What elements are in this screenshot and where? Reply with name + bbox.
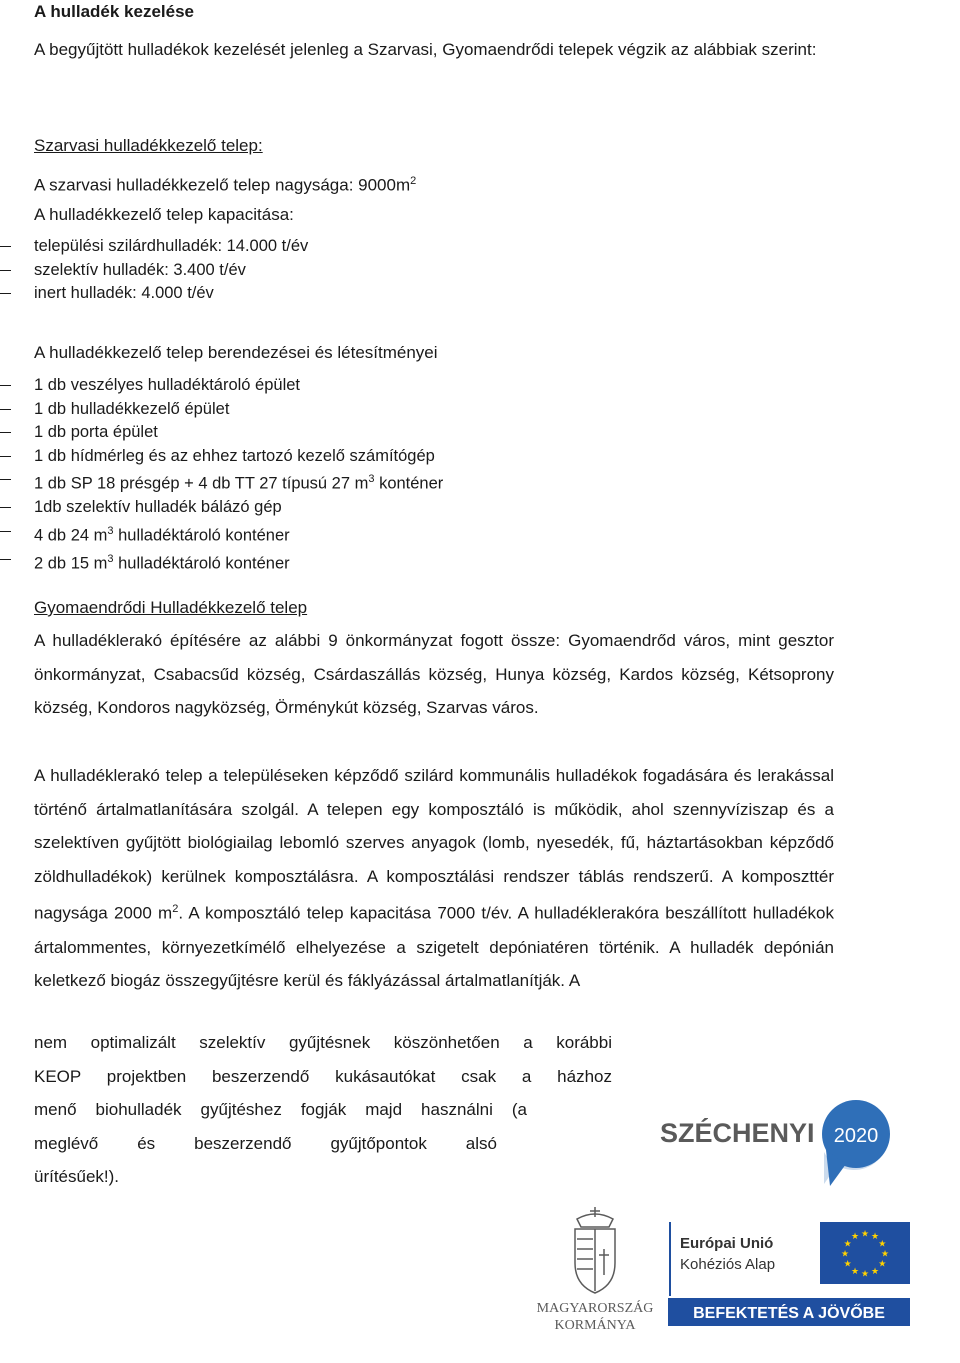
- szarvas-size: [34, 169, 416, 198]
- dash-bullet: [0, 531, 11, 532]
- eu-star-icon: ★: [870, 1266, 880, 1277]
- szarvas-size-sup: 2: [410, 175, 417, 187]
- capacity-title: A hulladékkezelő telep kapacitása:: [34, 205, 294, 224]
- list-item-after: hulladéktároló konténer: [113, 554, 290, 573]
- gyoma-paragraph-2-sup: 2: [172, 903, 179, 916]
- narrow-line: ürítésűek!).: [34, 1167, 120, 1186]
- dash-bullet: [0, 456, 11, 457]
- szechenyi-2020-logo: [660, 1098, 900, 1188]
- eu-star-icon: ★: [878, 1259, 887, 1270]
- eu-star-icon: ★: [843, 1259, 852, 1270]
- list-item: [0, 496, 443, 520]
- list-item-text: 1 db porta épület: [34, 423, 158, 442]
- page-title: A hulladék kezelése: [34, 2, 195, 21]
- gyoma-paragraph-2: [34, 759, 834, 998]
- eu-line-1: Európai Unió: [680, 1235, 774, 1252]
- dash-bullet: [0, 385, 11, 386]
- coat-of-arms-icon: [575, 1207, 615, 1293]
- equipment-list: [0, 374, 443, 576]
- eu-star-icon: ★: [840, 1249, 850, 1260]
- hungary-government-logo: [530, 1205, 660, 1335]
- eu-star-icon: ★: [850, 1266, 860, 1277]
- eu-star-icon: ★: [850, 1232, 860, 1243]
- capacity-list: [0, 235, 308, 306]
- gyoma-title: Gyomaendrődi Hulladékkezelő telep: [34, 598, 308, 617]
- dash-bullet: [0, 479, 11, 480]
- list-item-text: 1db szelektív hulladék bálázó gép: [34, 498, 282, 517]
- eu-cohesion-fund-logo: [668, 1220, 912, 1330]
- hu-line-1: MAGYARORSZÁG: [536, 1301, 654, 1316]
- equipment-title: A hulladékkezelő telep berendezései és létesítményei: [34, 343, 438, 362]
- list-item-after: hulladéktároló konténer: [113, 526, 290, 545]
- eu-star-icon: ★: [860, 1269, 870, 1280]
- eu-line-2: Kohéziós Alap: [680, 1256, 776, 1273]
- eu-star-icon: ★: [880, 1249, 890, 1260]
- eu-star-icon: ★: [870, 1232, 880, 1243]
- szechenyi-year: 2020: [833, 1125, 879, 1147]
- list-item-sup: 3: [368, 473, 375, 486]
- narrow-line: meglévő és beszerzendő gyűjtőpontok alsó: [34, 1134, 497, 1153]
- intro-paragraph: A begyűjtött hulladékok kezelését jelenleg a Szarvasi, Gyomaendrődi telepek végzik az alábbiak szerint:: [34, 40, 817, 59]
- dash-bullet: [0, 507, 11, 508]
- list-item-text: 1 db hídmérleg és az ehhez tartozó kezelő számítógép: [34, 446, 435, 465]
- dash-bullet: [0, 559, 11, 560]
- list-item-text: szelektív hulladék: 3.400 t/év: [34, 260, 246, 279]
- list-item-text: települési szilárdhulladék: 14.000 t/év: [34, 237, 309, 255]
- eu-banner-text: BEFEKTETÉS A JÖVŐBE: [693, 1305, 885, 1322]
- list-item-text: 2 db 15 m: [34, 554, 108, 573]
- list-item: [0, 520, 443, 548]
- dash-bullet: [0, 409, 11, 410]
- list-item-text: inert hulladék: 4.000 t/év: [34, 284, 214, 303]
- narrow-line: KEOP projektben beszerzendő kukásautókat csak a házhoz: [34, 1067, 612, 1086]
- list-item: [0, 468, 443, 496]
- list-item: [0, 374, 443, 398]
- eu-star-icon: ★: [860, 1229, 870, 1240]
- dash-bullet: [0, 246, 11, 247]
- list-item-text: 1 db veszélyes hulladéktároló épület: [34, 376, 301, 394]
- narrow-line: nem optimalizált szelektív gyűjtésnek köszönhetően a korábbi: [34, 1033, 612, 1052]
- list-item: [0, 398, 443, 422]
- dash-bullet: [0, 293, 11, 294]
- eu-star-icon: ★: [878, 1239, 887, 1250]
- list-item-sup: 3: [107, 553, 114, 566]
- list-item: [0, 282, 308, 306]
- gyoma-paragraph-1: A hulladéklerakó építésére az alábbi 9 önkormányzat fogott össze: Gyomaendrőd város, mint gesztor önkormányzat, Csabacsűd község, Csárdaszállás község, Hunya község, Kardos község, Kétsoprony község, Kondoros nagyközség, Örménykút község, Szarvas város.: [34, 631, 834, 718]
- dash-bullet: [0, 432, 11, 433]
- list-item-sup: 3: [107, 525, 114, 538]
- narrow-line: menő biohulladék gyűjtéshez fogják majd használni (a: [34, 1100, 527, 1119]
- list-item-text: 1 db hulladékkezelő épület: [34, 399, 230, 418]
- szechenyi-word: SZÉCHENYI: [660, 1118, 815, 1148]
- list-item: [0, 235, 308, 259]
- dash-bullet: [0, 270, 11, 271]
- list-item: [0, 421, 443, 445]
- szarvas-title: Szarvasi hulladékkezelő telep:: [34, 136, 263, 155]
- list-item-text: 4 db 24 m: [34, 526, 108, 545]
- list-item: [0, 445, 443, 469]
- hu-line-2: KORMÁNYA: [554, 1318, 636, 1333]
- list-item-text: 1 db SP 18 présgép + 4 db TT 27 típusú 27 m: [34, 474, 369, 493]
- gyoma-paragraph-2-a: A hulladéklerakó telep a településeken képződő szilárd kommunális hulladékok fogadására és lerakással történő ártalmatlanítására szolgál. A telepen egy komposztáló is működik, ahol szennyvíziszap és a szelektíven gyűjtött biológiailag lebomló szerves anyagok (lomb, nyesedék, fű, háztartásokban képződő zöldhulladékok) kerülnek komposztálásra. A komposztálási rendszer táblás rendszerű. A komposzttér nagysága 2000 m: [34, 766, 834, 924]
- list-item: [0, 259, 308, 283]
- list-item: [0, 548, 443, 576]
- list-item-after: konténer: [374, 474, 444, 493]
- eu-star-icon: ★: [843, 1239, 852, 1250]
- szarvas-size-text: A szarvasi hulladékkezelő telep nagysága: 9000m: [34, 175, 411, 195]
- gyoma-paragraph-2-b: . A komposztáló telep kapacitása 7000 t/év. A hulladéklerakóra beszállított hulladékok ártalommentes, környezetkímélő elhelyezése a szigetelt depóniatéren történik. A hulladék depónián keletkező biogáz összegyűjtésre kerül és fáklyázással ártalmatlanítják. A: [34, 904, 834, 991]
